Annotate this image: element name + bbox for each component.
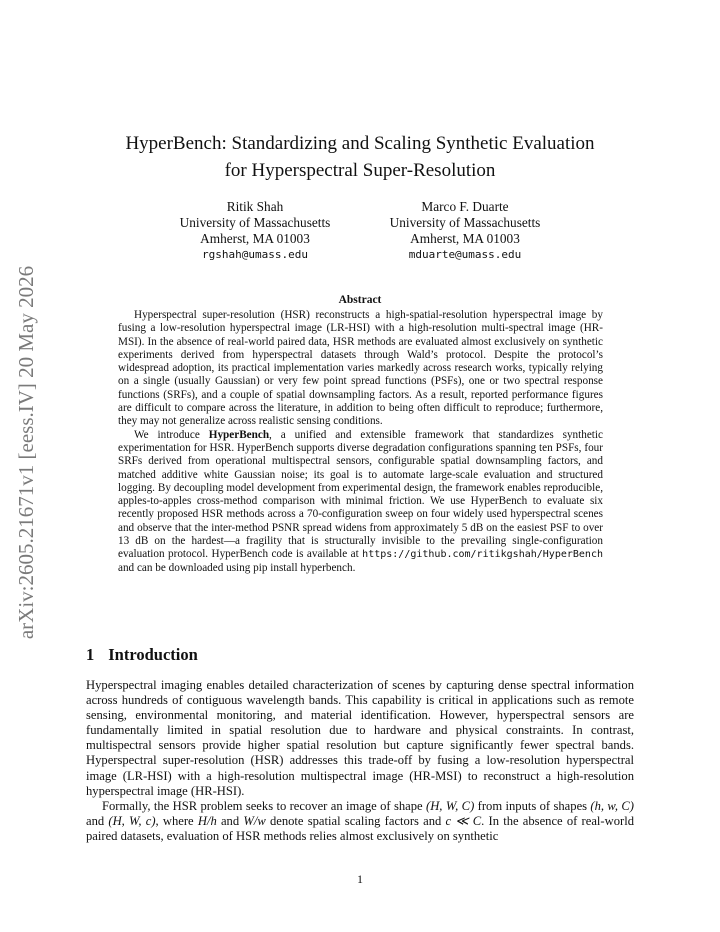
intro-text: and <box>216 813 244 828</box>
author-name: Ritik Shah <box>226 199 284 214</box>
math-expression: W/w <box>243 813 266 828</box>
abstract-paragraph-2 <box>118 429 603 575</box>
title-line-2: for Hyperspectral Super-Resolution <box>224 160 496 181</box>
abstract-body <box>118 309 603 575</box>
framework-name: HyperBench <box>208 428 270 441</box>
math-expression: (h, w, C) <box>590 798 634 813</box>
intro-text: and <box>86 813 109 828</box>
math-expression: (H, W, c) <box>108 813 156 828</box>
abstract-heading: Abstract <box>338 294 382 306</box>
author-affiliation: University of Massachusetts <box>179 215 331 230</box>
author-affiliation: University of Massachusetts <box>389 215 541 230</box>
section-title: Introduction <box>108 645 198 664</box>
author-address: Amherst, MA 01003 <box>410 231 520 246</box>
section-heading <box>86 645 198 665</box>
arxiv-stamp <box>8 250 44 655</box>
section-number: 1 <box>86 645 95 664</box>
abstract-text: , a unified and extensible framework that standardizes synthetic experimentation for HSR. HyperBench supports diverse degradation configurations spanning ten PSFs, four SRFs derived from operational multispectral sensors, configurable spatial downsampling factors, and matched additive white Gaussian noise; its goal is to automate large-scale evaluation and structured logging. By decoupling model development from experimental design, the framework enables reproducible, apples-to-apples cross-method comparison with minimal friction. We use HyperBench to evaluate six recently proposed HSR methods across a 70-configuration sweep on four widely used hyperspectral scenes and observe that the inter-method PSNR spread widens from approximately 5 dB on the easiest PSF to over 13 dB on the hardest—a fragility that is structurally invisible to the prevailing single-configuration evaluation protocol. HyperBench code is available at <box>118 428 603 561</box>
math-expression: c ≪ C <box>445 813 482 828</box>
author-email[interactable]: mduarte@umass.edu <box>408 248 522 261</box>
math-expression: (H, W, C) <box>426 798 475 813</box>
abstract-text: and can be downloaded using pip install hyperbench. <box>118 561 356 574</box>
author-email[interactable]: rgshah@umass.edu <box>202 248 308 261</box>
paper-title <box>90 130 630 184</box>
intro-text: , where <box>155 813 198 828</box>
intro-text: from inputs of shapes <box>474 798 591 813</box>
intro-text: denote spatial scaling factors and <box>265 813 446 828</box>
math-expression: H/h <box>197 813 217 828</box>
code-url-link[interactable]: https://github.com/ritikgshah/HyperBench <box>362 549 603 561</box>
abstract-text: We introduce <box>134 428 209 441</box>
arxiv-identifier[interactable]: arXiv:2605.21671v1 [eess.IV] 20 May 2026 <box>14 265 38 640</box>
author-name: Marco F. Duarte <box>421 199 509 214</box>
abstract-paragraph-1: Hyperspectral super-resolution (HSR) reconstructs a high-spatial-resolution hyperspectral image by fusing a low-resolution hyperspectral image (LR-HSI) with a high-resolution multi-spectral image (HR-MSI). In the absence of real-world paired data, HSR methods are evaluated almost exclusively on synthetic experiments derived from hyperspectral datasets through Wald’s protocol. Despite the protocol’s widespread adoption, its practical implementation varies markedly across research works, typically relying on a single (usually Gaussian) or very few point spread functions (PSFs), one or two spectral response functions (SRFs), and a couple of spatial downsampling factors. As a result, reported performance figures are difficult to compare across the literature, in addition to being often difficult to reproduce; furthermore, they may not generalize across realistic sensing conditions. <box>118 309 603 428</box>
intro-text: Formally, the HSR problem seeks to recover an image of shape <box>102 798 427 813</box>
title-line-1: HyperBench: Standardizing and Scaling Synthetic Evaluation <box>125 133 595 154</box>
page-number: 1 <box>357 872 363 886</box>
intro-paragraph-1: Hyperspectral imaging enables detailed characterization of scenes by capturing dense spectral information across hundreds of contiguous wavelength bands. This capability is critical in applications such as remote sensing, environmental monitoring, and material identification. However, hyperspectral sensors are fundamentally limited in spatial resolution due to hardware and physical constraints. In contrast, multispectral sensors provide higher spatial resolution but capture significantly fewer spectral bands. Hyperspectral super-resolution (HSR) addresses this trade-off by fusing a low-resolution hyperspectral image (LR-HSI) with a high-resolution multispectral image (HR-MSI) to reconstruct a high-resolution hyperspectral image (HR-HSI). <box>86 678 634 798</box>
author-block-1 <box>160 199 350 263</box>
author-address: Amherst, MA 01003 <box>200 231 310 246</box>
author-block-2 <box>370 199 560 263</box>
introduction-body <box>86 678 634 844</box>
intro-paragraph-2 <box>86 799 634 844</box>
intro-text: . In the absence of real-world paired datasets, evaluation of HSR methods relies almost exclusively on synthetic <box>86 813 634 843</box>
